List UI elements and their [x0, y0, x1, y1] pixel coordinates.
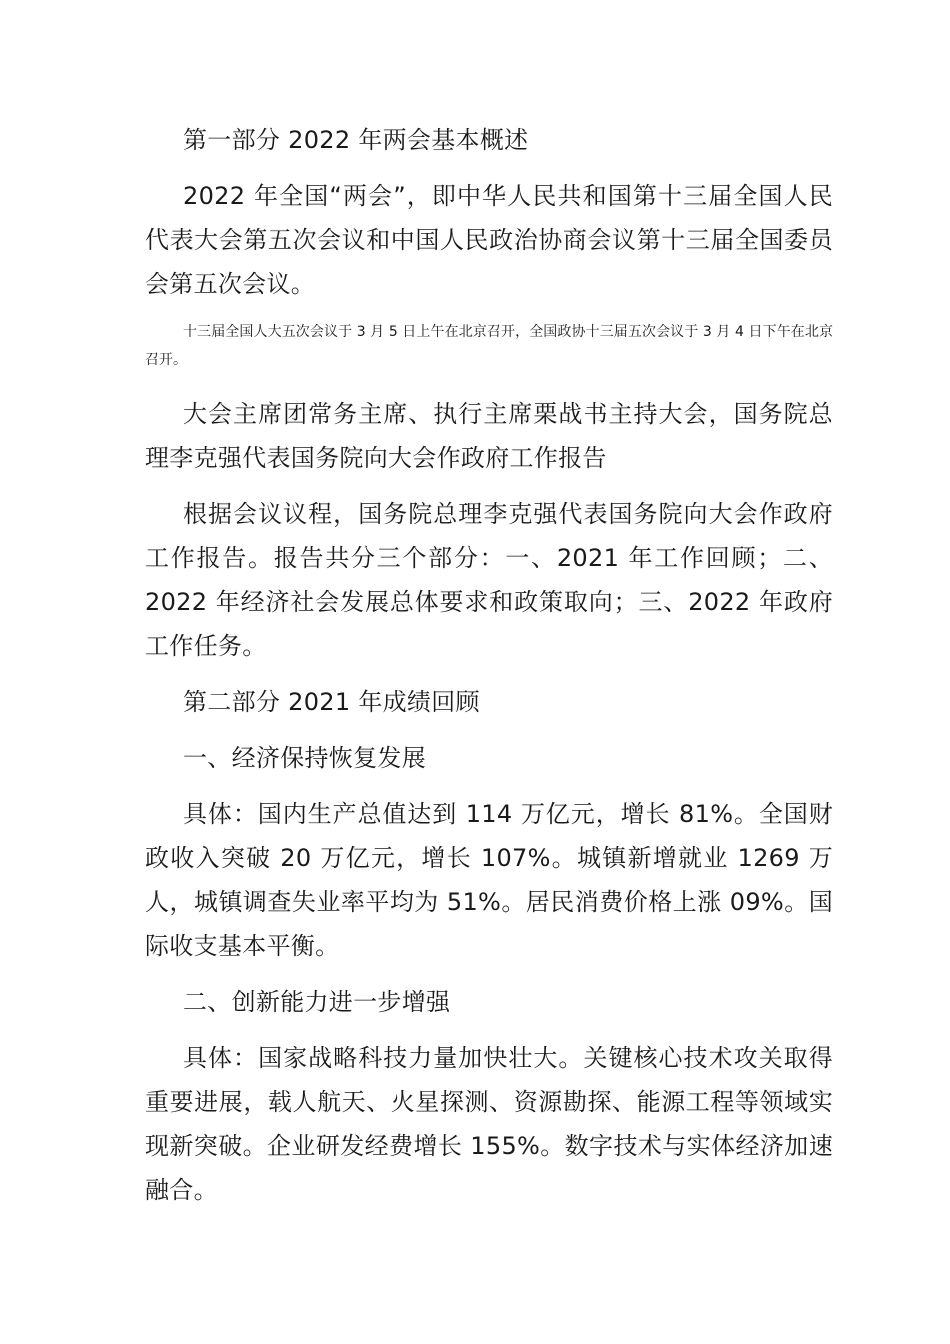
- subheading-innovation: 二、创新能力进一步增强: [183, 988, 451, 1016]
- paragraph-meeting-dates: 十三届全国人大五次会议于 3 月 5 日上午在北京召开，全国政协十三届五次会议于 3 月 4 日下午在北京召开。: [145, 324, 833, 368]
- subheading-economy: 一、经济保持恢复发展: [183, 744, 426, 772]
- section-heading-part-one: 第一部分 2022 年两会基本概述: [183, 126, 529, 154]
- paragraph-economy-details: 具体：国内生产总值达到 114 万亿元，增长 81%。全国财政收入突破 20 万亿元，增长 107%。城镇新增就业 1269 万人，城镇调查失业率平均为 51%。居民消费价格上涨 09%。国际收支基本平衡。: [145, 800, 833, 960]
- paragraph-presidium: 大会主席团常务主席、执行主席栗战书主持大会，国务院总理李克强代表国务院向大会作政府工作报告: [145, 400, 833, 472]
- paragraph-two-sessions-definition: 2022 年全国“两会”，即中华人民共和国第十三届全国人民代表大会第五次会议和中国人民政治协商会议第十三届全国委员会第五次会议。: [145, 182, 833, 298]
- paragraph-innovation-details: 具体：国家战略科技力量加快壮大。关键核心技术攻关取得重要进展，载人航天、火星探测、资源勘探、能源工程等领域实现新突破。企业研发经费增长 155%。数字技术与实体经济加速融合。: [145, 1044, 833, 1204]
- paragraph-report-outline: 根据会议议程，国务院总理李克强代表国务院向大会作政府工作报告。报告共分三个部分：一、2021 年工作回顾；二、2022 年经济社会发展总体要求和政策取向；三、2022 年政府工作任务。: [145, 500, 833, 660]
- document-body: [145, 118, 833, 1224]
- section-heading-part-two: 第二部分 2021 年成绩回顾: [183, 688, 480, 716]
